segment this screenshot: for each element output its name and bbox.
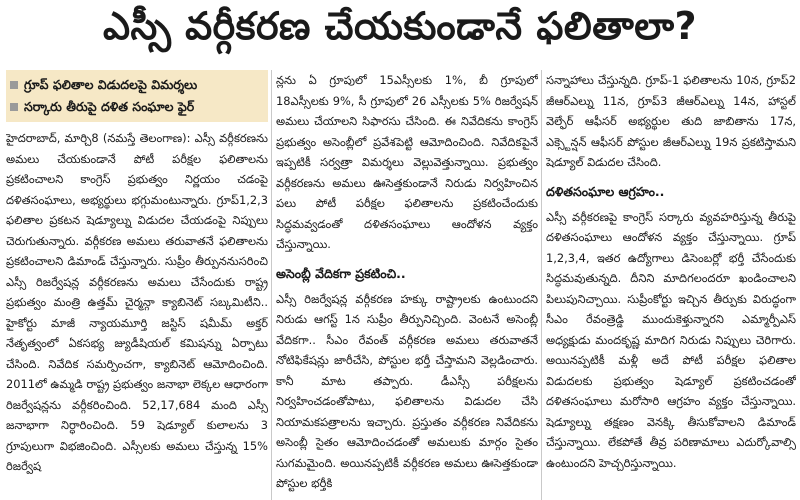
article-column-2 bbox=[276, 70, 538, 500]
section-heading: అసెంబ్లీ వేదికగా ప్రకటించి.. bbox=[276, 265, 406, 281]
paragraph: సన్నాహాలు చేస్తున్నది. గ్రూప్-1 ఫలితాలను 10న, గ్రూప్2 జీఆర్ఎల్ను 11న, గ్రూప్3 జీఆర్ఎల్ను 14న, హాస్టల్ వెల్ఫేర్ ఆఫీసర్ అభ్యర్థుల తుది జాబితాను 17న, ఎక్స్టెన్షన్ ఆఫీసర్ పోస్టుల జీఆర్ఎల్ను 19న ప్రకటిస్తామని షెడ్యూల్ విడుదల చేసింది. bbox=[546, 73, 796, 169]
article-column-1 bbox=[6, 70, 268, 500]
article-column-3 bbox=[546, 70, 796, 500]
subhead-text: సర్కారు తీరుపై దళిత సంఘాల ఫైర్ bbox=[24, 99, 195, 114]
headline: ఎస్సీ వర్గీకరణ చేయకుండానే ఫలితాలా? bbox=[102, 4, 698, 48]
subheads-box bbox=[6, 70, 268, 122]
column-divider bbox=[541, 70, 542, 500]
section-heading: దళితసంఘాల ఆగ్రహం.. bbox=[546, 183, 665, 199]
paragraph: ఎస్సీ రిజర్వేషన్ల వర్గీకరణ హక్కు రాష్ట్రాలకు ఉంటుందని నిరుడు ఆగస్ట్ 1న సుప్రీం తీర్పునిచ్చింది. వెంటనే అసెంబ్లీ వేదికగా.. సీఎం రేవంత్ వర్గీకరణ అమలు తరువాతనే నోటిఫికేషన్లు జారీచేసి, పోస్టుల భర్తీ చేస్తామని వెల్లడించారు. కానీ మాట తప్పారు. డీఎస్సీ పరీక్షలను నిర్వహించడంతోపాటు, ఫలితాలను విడుదల చేసి నియామకపత్రాలను ఇచ్చారు. ప్రస్తుతం వర్గీకరణ నివేదికను అసెంబ్లీ సైతం ఆమోదించడంతో అమలుకు మార్గం సైతం సుగమమైంది. అయినప్పటికీ వర్గీకరణ అమలు ఊసెత్తకుండా పోస్టుల భర్తీకి bbox=[276, 291, 538, 490]
subhead-item bbox=[10, 74, 262, 96]
paragraph: హైదరాబాద్, మార్చి8 (నమస్తే తెలంగాణ): ఎస్సీ వర్గీకరణను అమలు చేయకుండానే పోటీ పరీక్షల ఫలితాలను ప్రకటించాలని కాంగ్రెస్ ప్రభుత్వం నిర్ణయం చడంపై దళితసంఘాలు, అభ్యర్థులు భగ్గుమంటున్నారు. గ్రూప్1,2,3 ఫలితాల ప్రకటన షెడ్యూల్ను విడుదల చేయడంపై నిప్పులు చెరుగుతున్నారు. వర్గీకరణ అమలు తరువాతనే ఫలితాలను ప్రకటించాలని డిమాండ్ చేస్తున్నారు. సుప్రీం తీర్పుననుసరించి ఎస్సీ రిజర్వేషన్ల వర్గీకరణను అమలు చేసేందుకు రాష్ట్ర ప్రభుత్వం మంత్రి ఉత్తమ్ చైర్మన్గా క్యాబినెట్ సబ్కమిటీని.. హైకోర్టు మాజీ న్యాయమూర్తి జస్టిస్ షమీమ్ అక్తర్ నేతృత్వంలో ఏకసభ్య జ్యుడీషియల్ కమిషన్ను ఏర్పాటు చేసింది. నివేదిక సమర్పించగా, క్యాబినెట్ ఆమోదించింది. 2011లో ఉమ్మడి రాష్ట్ర ప్రభుత్వం జనాభా లెక్కల ఆధారంగా రిజర్వేషన్లను వర్గీకరించింది. 52,17,684 మంది ఎస్సీ జనాభాగా నిర్ధారించింది. 59 షెడ్యూల్ కులాలను 3 గ్రూపులుగా విభజించింది. ఎస్సీలకు అమలు చేస్తున్న 15% రిజర్వేష bbox=[6, 131, 268, 473]
square-bullet-icon bbox=[10, 103, 18, 111]
paragraph: న్లను ఏ గ్రూపులో 15ఎస్సీలకు 1%, బీ గ్రూపులో 18ఎస్సీలకు 9%, సీ గ్రూపులో 26 ఎస్సీలకు 5% రిజర్వేషన్ అమలు చేయాలని సిఫారసు చేసింది. ఈ నివేదికను కాంగ్రెస్ ప్రభుత్వం అసెంబ్లీలో ప్రవేశపెట్టి ఆమోదించింది. నివేదికపైనే ఇప్పటికీ సర్వత్రా విమర్శలు వెల్లువెత్తున్నాయి. ప్రభుత్వం వర్గీకరణను అమలు ఊసెత్తకుండానే నిరుడు నిర్వహించిన పలు పోటీ పరీక్షల ఫలితాలను ప్రకటించేందుకు సిద్ధమవ్వడంతో దళితసంఘాలు ఆందోళన వ్యక్తం చేస్తున్నాయి. bbox=[276, 73, 538, 251]
paragraph: ఎస్సీ వర్గీకరణపై కాంగ్రెస్ సర్కారు వ్యవహరిస్తున్న తీరుపై దళితసంఘాలు ఆందోళన వ్యక్తం చేస్తున్నాయి. గ్రూప్ 1,2,3,4, ఇతర ఉద్యోగాలు డిసెంబర్లో భర్తీ చేసేందుకు సిద్ధమవుతున్నది. దీనిని మాదిగలందరూ ఖండించాలని పిలుపునిచ్చాయి. సుప్రీంకోర్టు ఇచ్చిన తీర్పుకు విరుద్ధంగా సీఎం రేవంత్రెడ్డి ముందుకెళ్తున్నారని ఎమ్మార్పీఎస్ అధ్యక్షుడు మందకృష్ణ మాదిగ నిరుడు నిప్పులు చెరిగారు. అయినప్పటికీ మళ్లీ అదే పోటీ పరీక్షల ఫలితాల విడుదలకు ప్రభుత్వం షెడ్యూల్ ప్రకటించడంతో దళితసంఘాలు మరోసారి ఆగ్రహం వ్యక్తం చేస్తున్నాయి. షెడ్యూల్ను తక్షణం వెనక్కి తీసుకోవాలని డిమాండ్ చేస్తున్నాయి. లేకపోతే తీవ్ర పరిణామాలు ఎదుర్కోవాల్సి ఉంటుందని హెచ్చరిస్తున్నాయి. bbox=[546, 209, 796, 470]
subhead-item bbox=[10, 96, 262, 118]
subhead-text: గ్రూప్ ఫలితాల విడుదలపై విమర్శలు bbox=[24, 77, 198, 92]
column-divider bbox=[271, 70, 272, 500]
square-bullet-icon bbox=[10, 81, 18, 89]
